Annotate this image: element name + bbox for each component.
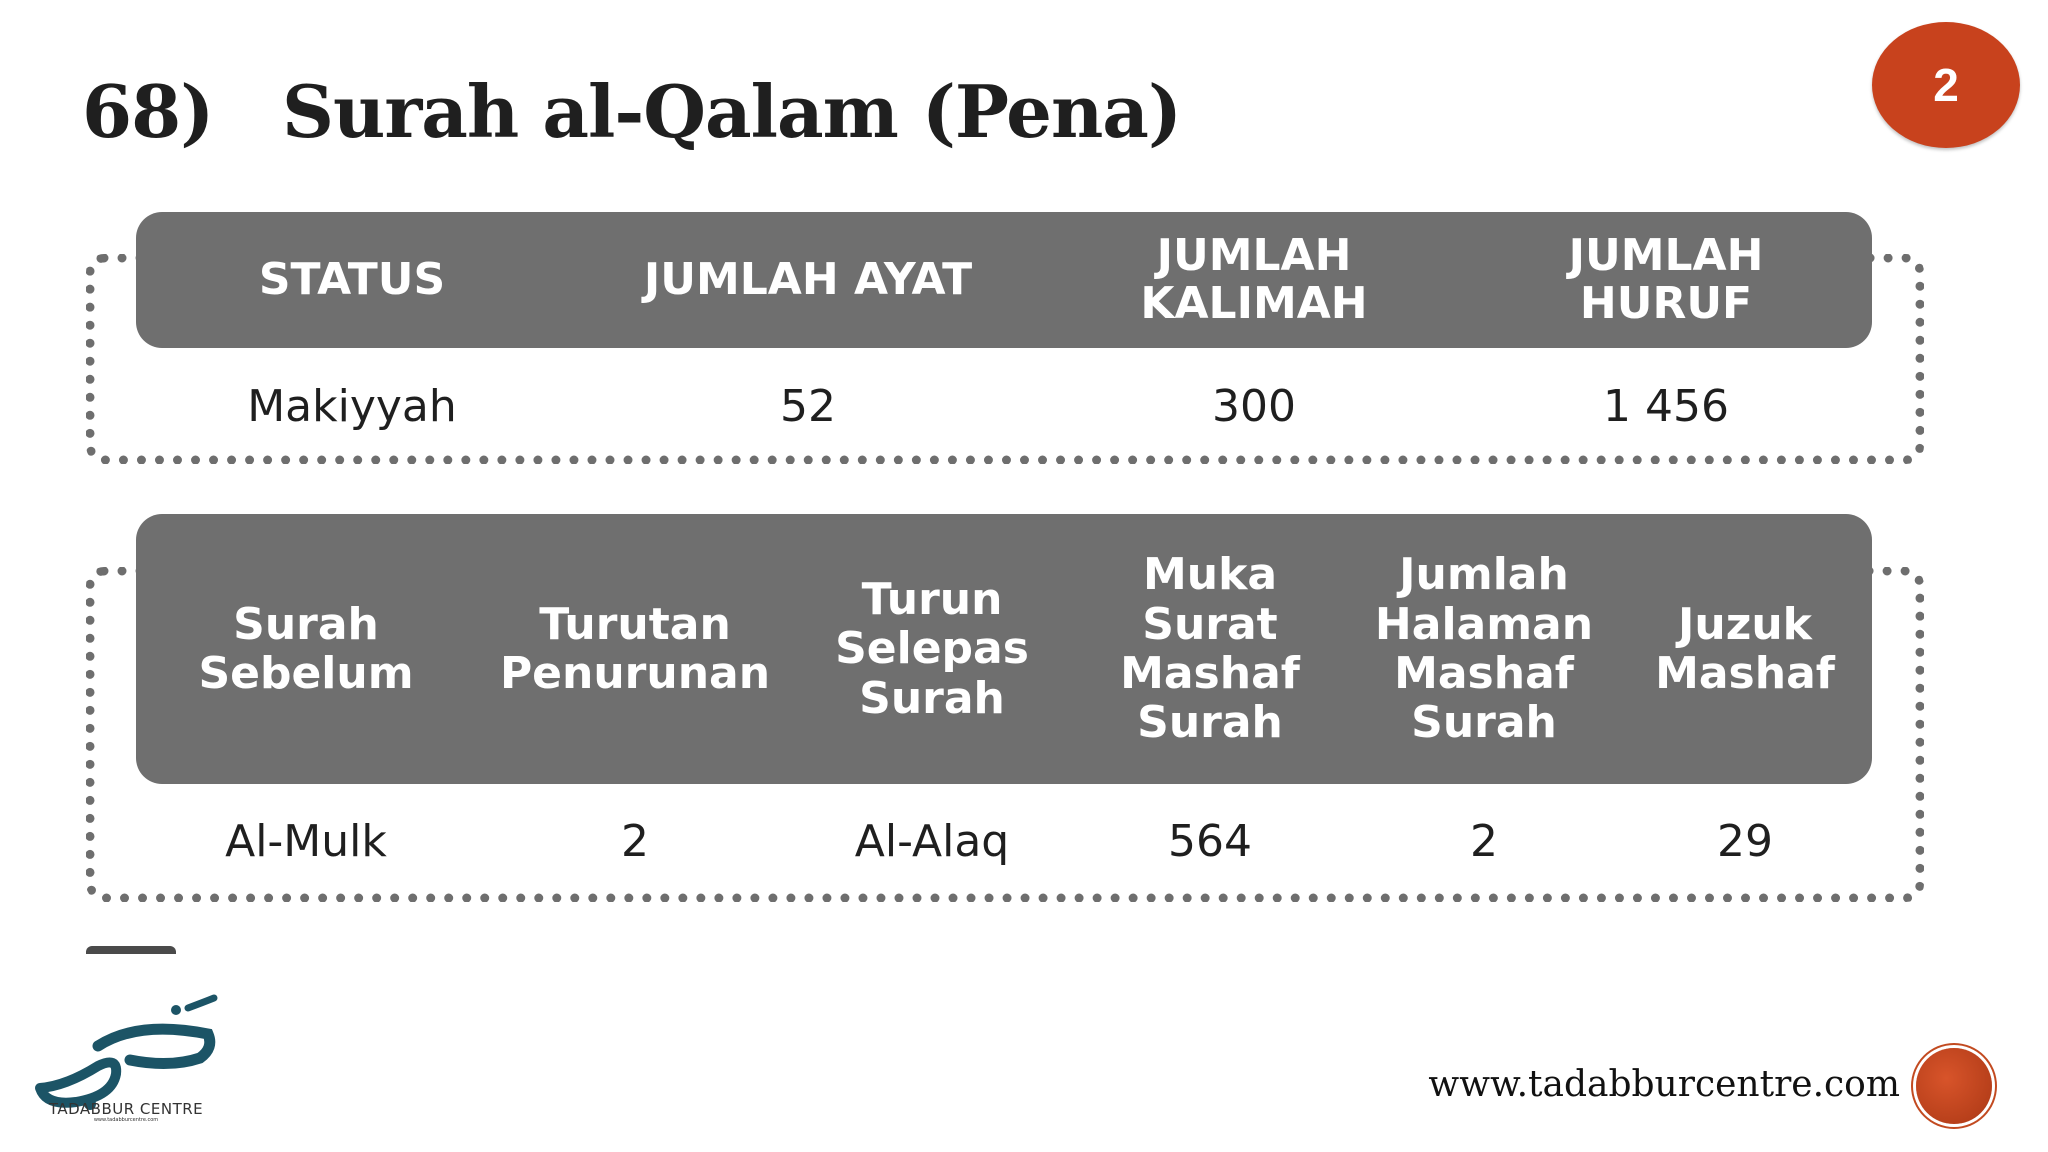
table1-header (136, 212, 1872, 348)
table2-header (136, 514, 1872, 784)
value-juzuk-mashaf: 29 (1717, 815, 1773, 867)
surah-title: Surah al-Qalam (Pena) (282, 68, 1182, 154)
table1-row (136, 370, 1872, 442)
header-jumlah-huruf: JUMLAH HURUF (1568, 230, 1764, 329)
tadabbur-logo-icon (28, 980, 228, 1120)
value-status: Makiyyah (247, 380, 457, 432)
header-jumlah-kalimah: JUMLAH KALIMAH (1140, 230, 1368, 329)
header-jumlah-ayat: JUMLAH AYAT (643, 254, 973, 306)
page-title (82, 56, 1181, 166)
value-jumlah-kalimah: 300 (1212, 380, 1296, 432)
header-juzuk-mashaf: Juzuk Mashaf (1655, 598, 1835, 699)
header-muka-surat: Muka Surat Mashaf Surah (1120, 549, 1300, 749)
value-surah-sebelum: Al-Mulk (225, 815, 387, 867)
brand-circle-icon (1916, 1048, 1992, 1124)
header-turun-selepas-surah: Turun Selepas Surah (835, 574, 1029, 724)
logo-url: www.tadabburcentre.com (93, 1117, 159, 1123)
value-jumlah-huruf: 1 456 (1603, 380, 1729, 432)
value-turun-selepas-surah: Al-Alaq (854, 815, 1010, 867)
logo-caption: TADABBUR CENTRE (48, 1100, 204, 1118)
value-jumlah-ayat: 52 (780, 380, 836, 432)
header-surah-sebelum: Surah Sebelum (198, 598, 414, 699)
table2-row (136, 805, 1872, 877)
value-turutan-penurunan: 2 (621, 815, 649, 867)
surah-number: 68) (82, 68, 214, 154)
decorative-tab (86, 946, 176, 954)
value-muka-surat: 564 (1168, 815, 1252, 867)
page-number-badge: 2 (1872, 22, 2020, 148)
website-link[interactable]: www.tadabburcentre.com (1428, 1064, 1900, 1105)
value-jumlah-halaman: 2 (1470, 815, 1498, 867)
header-status: STATUS (258, 254, 446, 306)
header-jumlah-halaman: Jumlah Halaman Mashaf Surah (1374, 549, 1594, 749)
header-turutan-penurunan: Turutan Penurunan (499, 598, 771, 699)
